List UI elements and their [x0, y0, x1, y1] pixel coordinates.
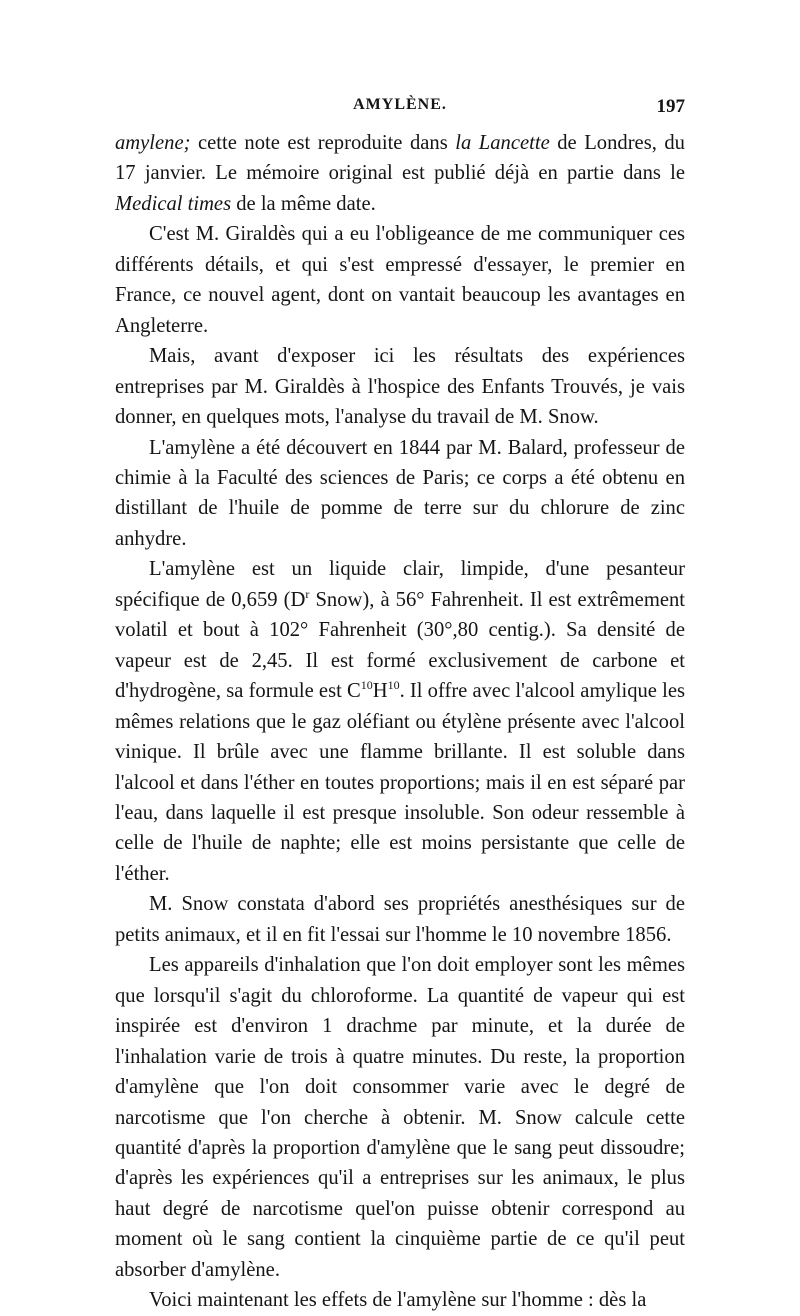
page-number: 197: [656, 96, 685, 117]
text-run: C'est M. Giraldès qui a eu l'obligeance de me communiquer ces différents détails, et qui s'est empressé d'essayer, le premier en France, ce nouvel agent, dont on vantait beaucoup les avantages en Angleterre.: [115, 223, 685, 337]
body-text: [115, 128, 685, 1316]
text-run: de la même date.: [231, 192, 376, 215]
text-run: Mais, avant d'exposer ici les résultats des expériences entreprises par M. Giraldès à l'hospice des Enfants Trouvés, je vais donner, en quelques mots, l'analyse du travail de M. Snow.: [115, 345, 685, 429]
running-head: [115, 96, 685, 126]
italic-text: Medical times: [115, 192, 232, 215]
paragraph: [115, 950, 685, 1285]
paragraph: [115, 128, 685, 219]
text-run: Voici maintenant les effets de l'amylène sur l'homme : dès la: [149, 1289, 647, 1312]
paragraph: [115, 1285, 685, 1315]
paragraph: [115, 341, 685, 432]
superscript: 10: [360, 678, 373, 693]
text-run: Snow), à 56° Fahrenheit. Il est extrêmement volatil et bout à 102° Fahrenheit (30°,80 centig.). Sa densité de vapeur est de 2,45. Il est formé exclusivement de carbone et d'hydrogène, sa formule est C: [115, 588, 685, 703]
text-run: M. Snow constata d'abord ses propriétés anesthésiques sur de petits animaux, et il en fit l'essai sur l'homme le 10 novembre 1856.: [115, 893, 685, 946]
text-run: Les appareils d'inhalation que l'on doit employer sont les mêmes que lorsqu'il s'agit du chloroforme. La quantité de vapeur qui est inspirée est d'environ 1 drachme par minute, et la durée de l'inhalation varie de trois à quatre minutes. Du reste, la proportion d'amylène que l'on doit consommer varie avec le degré de narcotisme que l'on cherche à obtenir. M. Snow calcule cette quantité d'après la proportion d'amylène que le sang peut dissoudre; d'après les expériences qu'il a entreprises sur les animaux, le plus haut degré de narcotisme quel'on puisse obtenir correspond au moment où le sang contient la cinquième partie de ce qu'il peut absorber d'amylène.: [115, 954, 685, 1281]
text-run: . Il offre avec l'alcool amylique les mêmes relations que le gaz oléfiant ou étylène présente avec l'alcool vinique. Il brûle avec une flamme brillante. Il est soluble dans l'alcool et dans l'éther en toutes proportions; mais il en est séparé par l'eau, dans laquelle il est presque insoluble. Son odeur ressemble à celle de l'huile de naphte; elle est moins persistante que celle de l'éther.: [115, 680, 685, 885]
superscript: r: [305, 586, 310, 601]
text-run: cette note est reproduite dans: [190, 132, 456, 154]
paragraph: [115, 433, 685, 555]
running-head-title: AMYLÈNE.: [353, 96, 447, 113]
italic-text: la Lancette: [455, 132, 550, 154]
text-run: L'amylène a été découvert en 1844 par M. Balard, professeur de chimie à la Faculté des sciences de Paris; ce corps a été obtenu en distillant de l'huile de pomme de terre sur du chlorure de zinc anhydre.: [115, 436, 685, 550]
paragraph: [115, 554, 685, 889]
paragraph: [115, 219, 685, 341]
italic-text: amylene;: [115, 132, 191, 154]
superscript: 10: [387, 678, 400, 693]
paragraph: [115, 889, 685, 950]
text-run: L'amylène est un liquide clair, limpide, d'une pesanteur spécifique de 0,659 (D: [115, 558, 685, 611]
text-run: de Londres, du 17 janvier. Le mémoire original est publié déjà en partie dans le: [115, 132, 685, 185]
text-run: H: [372, 680, 388, 703]
